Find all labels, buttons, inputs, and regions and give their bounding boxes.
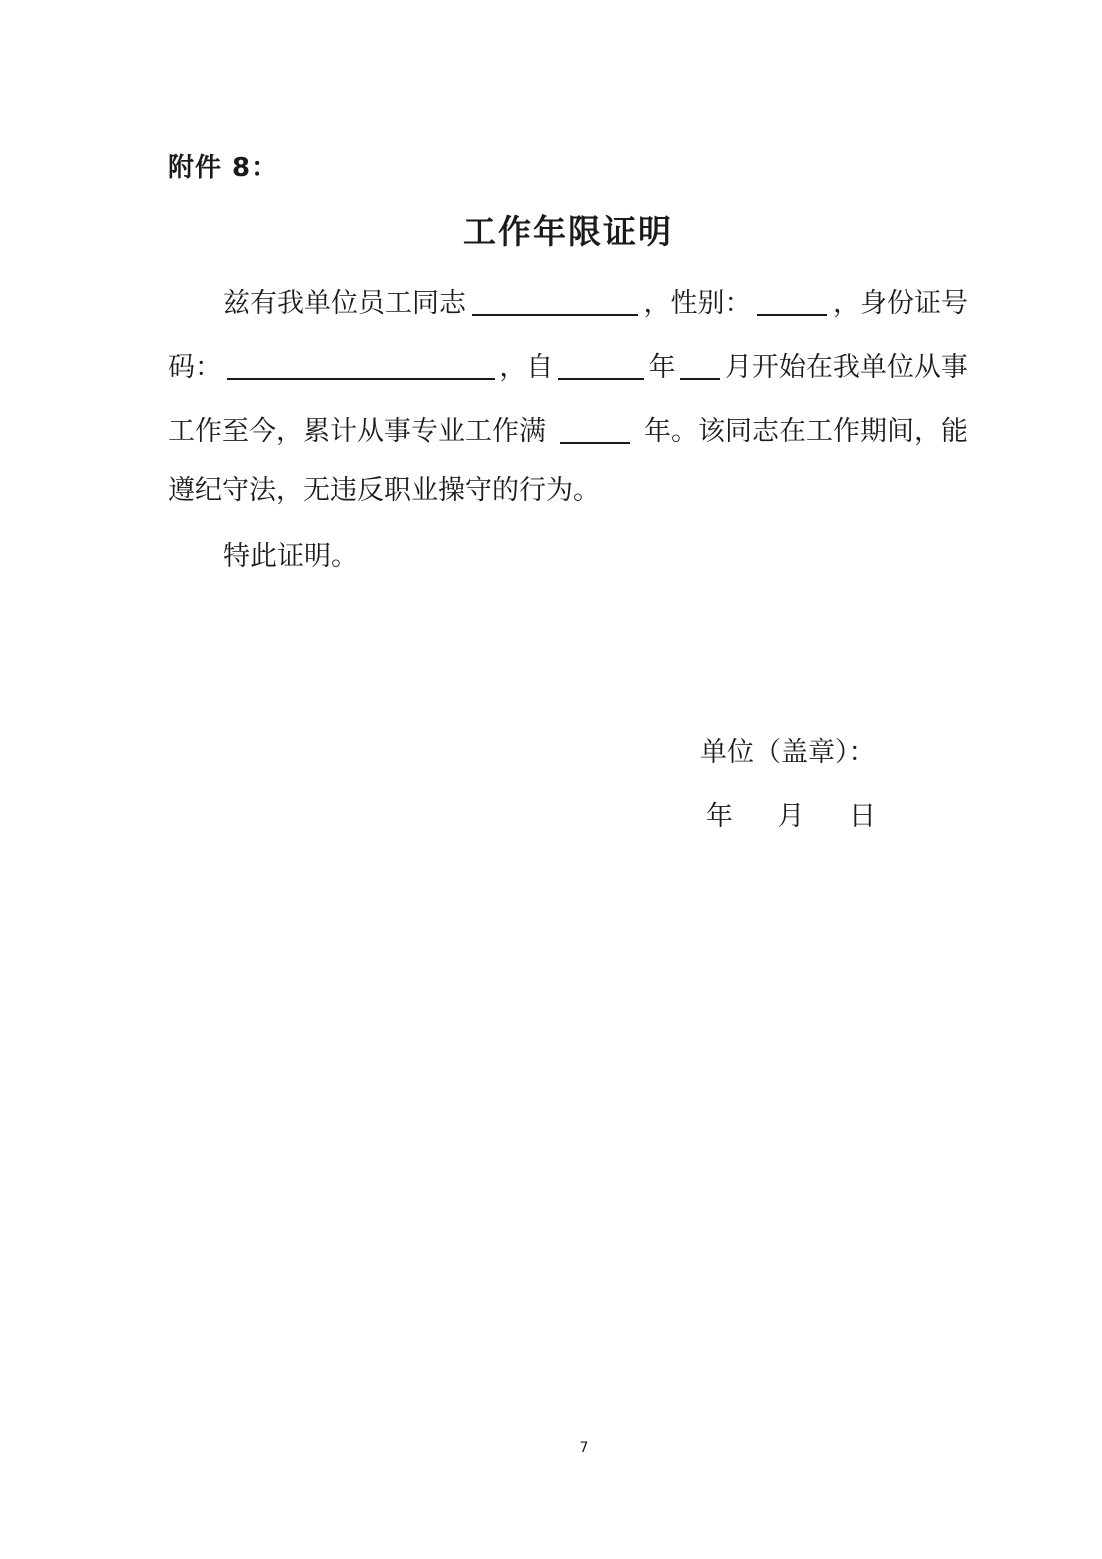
date-month-label: 月	[777, 801, 805, 832]
body-text: 月开始在我单位从事	[724, 352, 968, 383]
years-count-blank-field[interactable]	[560, 414, 630, 444]
body-line-2	[168, 346, 968, 385]
body-text: 兹有我单位员工同志	[223, 288, 466, 319]
body-text: 年	[648, 352, 676, 383]
body-text: 工作至今，累计从事专业工作满	[168, 416, 546, 447]
start-year-blank-field[interactable]	[558, 350, 644, 380]
date-day-label: 日	[849, 801, 876, 832]
id-number-blank-field[interactable]	[227, 350, 495, 380]
page-number: 7	[579, 1440, 589, 1456]
body-text: 码：	[168, 352, 222, 383]
attachment-label: 附件 8：	[168, 153, 279, 183]
body-line-4: 遵纪守法，无违反职业操守的行为。	[168, 475, 600, 506]
closing-statement: 特此证明。	[223, 541, 358, 572]
body-text: ，自	[499, 352, 554, 383]
body-text: ，身份证号	[833, 288, 968, 319]
body-text: 年。该同志在工作期间，能	[644, 416, 968, 447]
name-blank-field[interactable]	[472, 286, 638, 316]
signature-unit-label: 单位（盖章）：	[700, 737, 876, 768]
date-year-label: 年	[706, 801, 733, 832]
document-title: 工作年限证明	[463, 212, 673, 251]
start-month-blank-field[interactable]	[680, 350, 720, 380]
signature-date	[706, 800, 876, 834]
body-line-3	[168, 410, 968, 449]
body-line-1	[168, 282, 968, 321]
body-text: ，性别：	[643, 288, 752, 319]
gender-blank-field[interactable]	[757, 286, 827, 316]
